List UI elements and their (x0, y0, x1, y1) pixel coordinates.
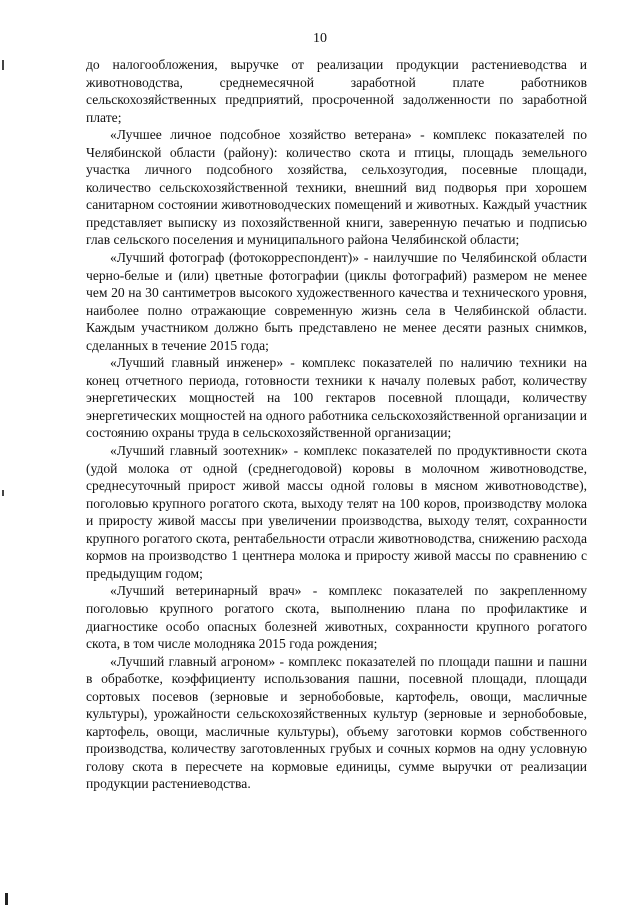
paragraph-veteran-farm: «Лучшее личное подсобное хозяйство ветерана» - комплекс показателей по Челябинской области (району): количество скота и птицы, площадь земельного участка личного подсобного хозяйства, сельхозугодия, посевные площади, количество сельскохозяйственной техники, внешний вид подворья при хорошем санитарном состоянии животноводческих помещений и животных. Каждый участник представляет выписку из похозяйственной книги, заверенную печатью и подписью глав сельского поселения и муниципального района Челябинской области; (86, 127, 587, 248)
paragraph-chief-zootechnician: «Лучший главный зоотехник» - комплекс показателей по продуктивности скота (удой молока от одной (среднегодовой) коровы в молочном животноводстве, среднесуточный прирост живой массы одной головы в мясном животноводстве), поголовью крупного рогатого скота, выходу телят на 100 коров, производству молока и приросту живой массы при увеличении производства, выходу телят, сохранности крупного рогатого скота, рентабельности отрасли животноводства, снижению расхода кормов на производство 1 центнера молока и приросту живой массы по сравнению с предыдущим годом; (86, 443, 587, 581)
paragraph-chief-engineer: «Лучший главный инженер» - комплекс показателей по наличию техники на конец отчетного периода, готовности техники к началу полевых работ, количеству энергетических мощностей на 100 гектаров посевной площади, количеству энергетических мощностей на одного работника сельскохозяйственной организации и состоянию охраны труда в сельскохозяйственной организации; (86, 355, 587, 441)
scan-edge-mark (5, 893, 8, 905)
scan-edge-mark (2, 490, 4, 496)
page-number: 10 (313, 31, 327, 46)
scan-edge-mark (2, 60, 4, 70)
paragraph-photographer: «Лучший фотограф (фотокорреспондент)» - наилучшие по Челябинской области черно-белые и (или) цветные фотографии (циклы фотографий) размером не менее чем 20 на 30 сантиметров высокого художественного качества и технического уровня, наиболее полно отражающие современную жизнь села в Челябинской области. Каждым участником должно быть представлено не менее десяти разных снимков, сделанных в течение 2015 года; (86, 250, 587, 353)
document-body (86, 56, 587, 793)
paragraph-continuation: до налогообложения, выручке от реализации продукции растениеводства и животноводства, среднемесячной заработной плате работников сельскохозяйственных предприятий, просроченной задолженности по заработной плате; (86, 57, 587, 125)
paragraph-chief-agronomist: «Лучший главный агроном» - комплекс показателей по площади пашни и пашни в обработке, коэффициенту использования пашни, посевной площади, площади сортовых посевов (зерновые и зернобобовые, картофель, овощи, масличные культуры), урожайности сельскохозяйственных культур (зерновые и зернобобовые, картофель, овощи, масличные культуры), объему заготовки кормов собственного производства, количеству заготовленных грубых и сочных кормов на одну условную голову скота в пересчете на кормовые единицы, сумме выручки от реализации продукции растениеводства. (86, 653, 587, 792)
paragraph-veterinarian: «Лучший ветеринарный врач» - комплекс показателей по закрепленному поголовью крупного рогатого скота, выполнению плана по профилактике и диагностике особо опасных болезней животных, сохранности крупного рогатого скота, в том числе молодняка 2015 года рождения; (86, 583, 587, 652)
